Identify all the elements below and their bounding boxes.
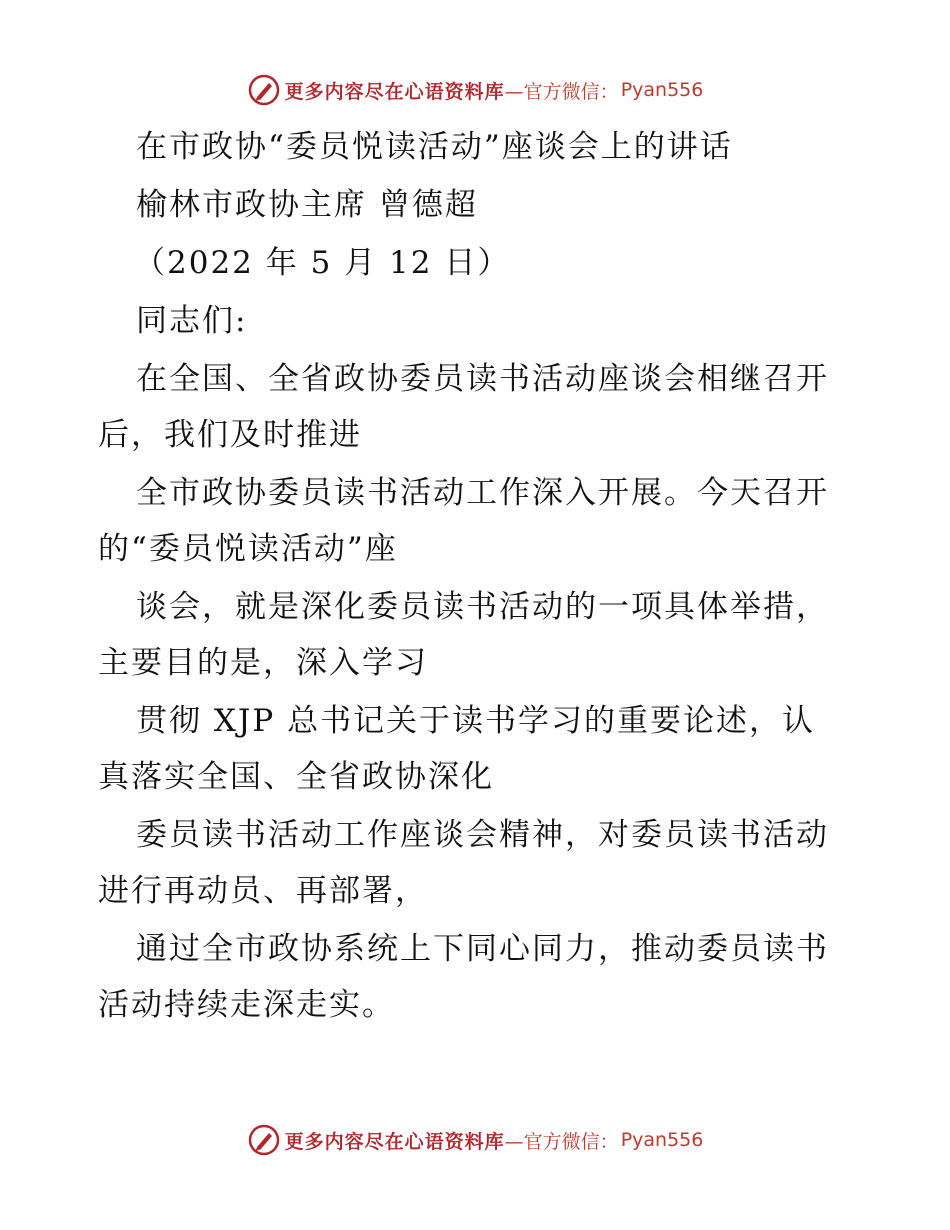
footer-watermark [0, 1120, 950, 1160]
document-body [98, 122, 868, 1038]
paragraph-line: 后，我们及时推进 [98, 417, 362, 453]
pen-logo-icon [247, 1123, 281, 1157]
paragraph-3 [98, 582, 868, 688]
paragraph-5 [98, 810, 868, 916]
paragraph-line: 活动持续走深走实。 [98, 987, 395, 1023]
paragraph-line: 全市政协委员读书活动工作深入开展。今天召开 [136, 475, 829, 511]
paragraph-6 [98, 924, 868, 1030]
paragraph-line: 真落实全国、全省政协深化 [98, 759, 494, 795]
pen-logo-icon [247, 73, 281, 107]
paragraph-line: 主要目的是，深入学习 [98, 645, 428, 681]
document-title: 在市政协“委员悦读活动”座谈会上的讲话 [136, 129, 733, 165]
watermark-account: Pyan556 [620, 79, 704, 101]
watermark-brand: 更多内容尽在心语资料库 [284, 80, 505, 103]
document-author: 榆林市政协主席 曾德超 [136, 187, 478, 223]
paragraph-2 [98, 468, 868, 574]
paragraph-line: 贯彻 XJP 总书记关于读书学习的重要论述，认 [136, 703, 816, 739]
paragraph-4 [98, 696, 868, 802]
paragraph-1 [98, 354, 868, 460]
watermark-brand: 更多内容尽在心语资料库 [284, 1130, 505, 1153]
paragraph-line: 委员读书活动工作座谈会精神，对委员读书活动 [136, 817, 829, 853]
document-salutation: 同志们: [136, 303, 248, 339]
paragraph-line: 进行再动员、再部署， [98, 873, 428, 909]
document-date: （2022 年 5 月 12 日） [134, 245, 511, 281]
watermark-separator: —官方微信： [504, 1130, 619, 1153]
paragraph-line: 谈会，就是深化委员读书活动的一项具体举措， [136, 589, 829, 625]
watermark-separator: —官方微信： [504, 80, 619, 103]
header-watermark [0, 70, 950, 110]
paragraph-line: 通过全市政协系统上下同心同力，推动委员读书 [136, 931, 829, 967]
watermark-account: Pyan556 [620, 1129, 704, 1151]
paragraph-line: 的“委员悦读活动”座 [98, 531, 398, 567]
paragraph-line: 在全国、全省政协委员读书活动座谈会相继召开 [136, 361, 829, 397]
